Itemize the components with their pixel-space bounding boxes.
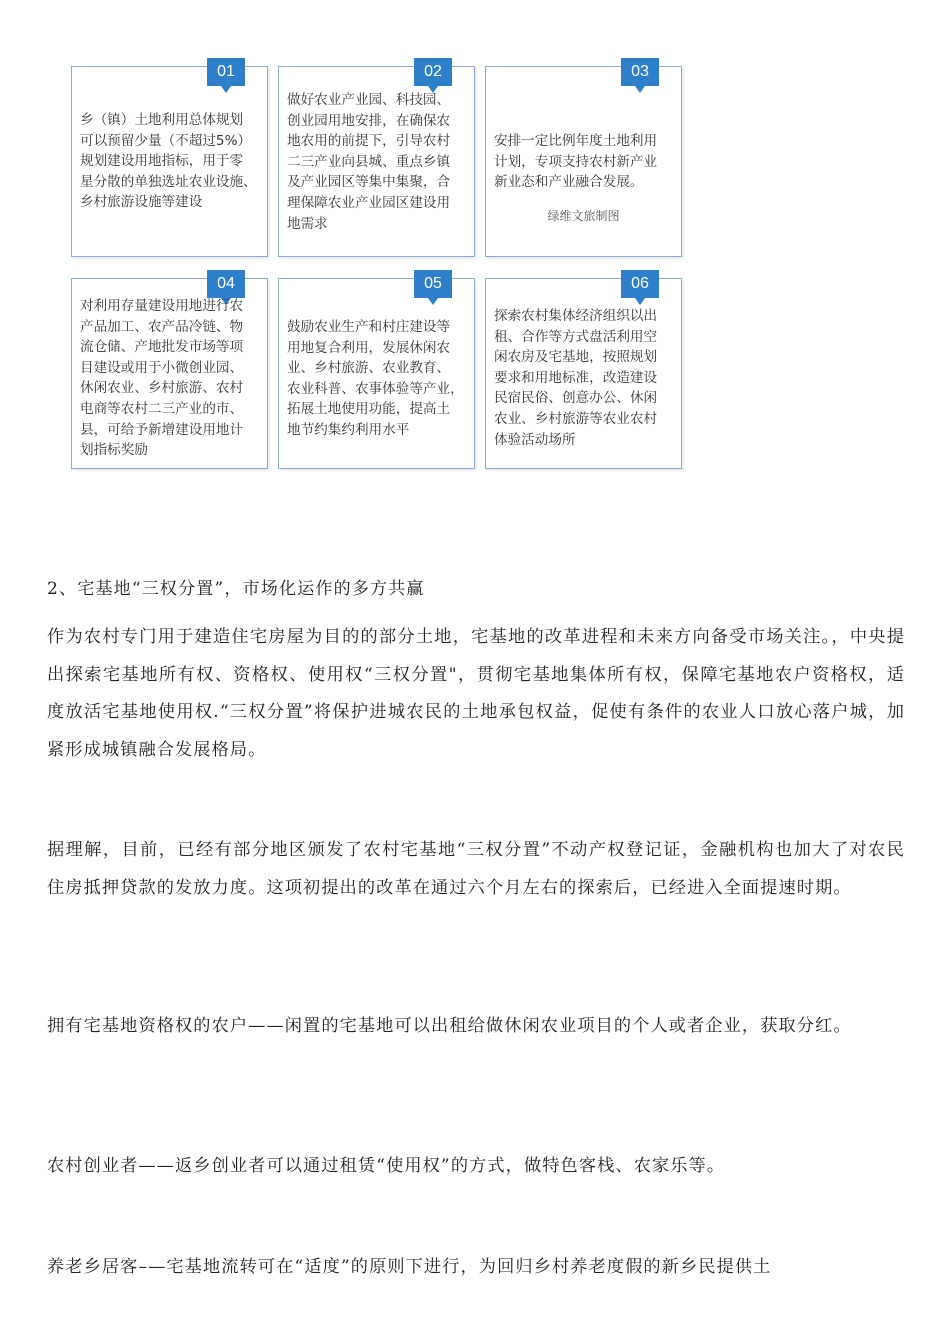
card-text: 安排一定比例年度土地利用 计划，专项支持农村新产业 新业态和产业融合发展。 <box>494 133 658 191</box>
policy-card-04 <box>71 275 268 469</box>
section-heading: 2、宅基地“三权分置”，市场化运作的多方共赢 <box>47 579 425 599</box>
paragraph: 据理解，目前，已经有部分地区颁发了农村宅基地“三权分置”不动产权登记证，金融机构也加大了对农民住房抵押贷款的发放力度。这项初提出的改革在通过六个月左右的探索后，已经进入全面提速时期。 <box>47 840 905 898</box>
card-number-badge: 03 <box>621 58 659 86</box>
policy-card-03 <box>485 63 682 257</box>
card-number-badge: 06 <box>621 270 659 298</box>
card-number-badge: 02 <box>414 58 452 86</box>
card-text: 做好农业产业园、科技园、 创业园用地安排，在确保农 地农用的前提下，引导农村 二三产业向县城、重点乡镇 及产业园区等集中集聚，合 理保障农业产业园区建设用 地需求 <box>287 92 451 232</box>
card-text: 对利用存量建设用地进行农 产品加工、农产品冷链、物 流仓储、产地批发市场等项 目建设或用于小微创业园、 休闲农业、乡村旅游、农村 电商等农村二三产业的市、 县，可给予新增建设用地计 划指标奖励 <box>80 298 244 459</box>
card-text: 乡（镇）土地利用总体规划 可以预留少量（不超过5%） 规划建设用地指标，用于零 星分散的单独选址农业设施、 乡村旅游设施等建设 <box>80 112 257 211</box>
paragraph: 作为农村专门用于建造住宅房屋为目的的部分土地，宅基地的改革进程和未来方向备受市场关注。，中央提出探索宅基地所有权、资格权、使用权“三权分置"，贯彻宅基地集体所有权，保障宅基地农户资格权，适度放活宅基地使用权.“三权分置”将保护进城农民的土地承包权益，促使有条件的农业人口放心落户城，加紧形成城镇融合发展格局。 <box>47 627 905 760</box>
watermark-caption: 绿维文旅制图 <box>547 209 620 223</box>
card-number-badge: 05 <box>414 270 452 298</box>
policy-card-02 <box>278 63 475 257</box>
card-text: 探索农村集体经济组织以出 租、合作等方式盘活利用空 闲农房及宅基地，按照规划 要求和用地标准，改造建设 民宿民俗、创意办公、休闲 农业、乡村旅游等农业农村 体验活动场所 <box>494 308 658 448</box>
card-number-badge: 01 <box>207 58 245 86</box>
policy-card-06 <box>485 275 682 469</box>
paragraph: 养老乡居客–—宅基地流转可在“适度”的原则下进行，为回归乡村养老度假的新乡民提供土 <box>47 1257 772 1277</box>
policy-card-05 <box>278 275 475 469</box>
paragraph: 拥有宅基地资格权的农户——闲置的宅基地可以出租给做休闲农业项目的个人或者企业，获取分红。 <box>47 1016 852 1036</box>
card-number-badge: 04 <box>207 270 245 298</box>
card-text: 鼓励农业生产和村庄建设等 用地复合利用，发展休闲农 业、乡村旅游、农业教育、 农业科普、农事体验等产业， 拓展土地使用功能，提高土 地节约集约利用水平 <box>287 319 464 438</box>
policy-card-01 <box>71 63 268 257</box>
paragraph: 农村创业者——返乡创业者可以通过租赁“使用权”的方式，做特色客栈、农家乐等。 <box>47 1156 726 1176</box>
